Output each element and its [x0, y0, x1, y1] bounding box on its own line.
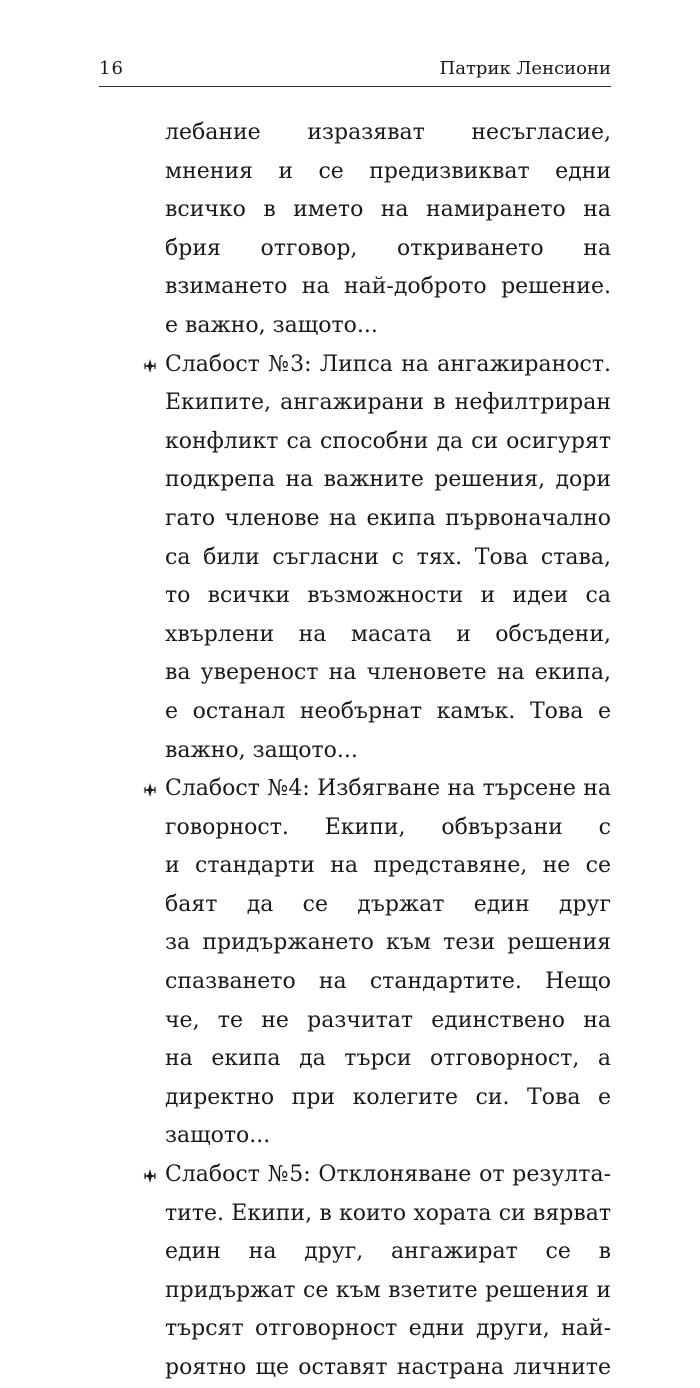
text-line: Слабост №3: Липса на ангажираност. [99, 346, 611, 385]
text-line: роятно ще оставят настрана личните [165, 1355, 611, 1380]
text-line: баят да се държат един друг [165, 891, 611, 917]
text-line: са били съгласни с тях. Това става, [165, 544, 611, 570]
text-line: конфликт са способни да си осигурят [165, 428, 611, 454]
text-line: гато членове на екипа първоначално [165, 505, 611, 531]
text-line: директно при колегите си. Това е [165, 1084, 611, 1110]
text-line: взимането на най-доброто решение. [165, 274, 611, 300]
bullet-item [99, 346, 611, 771]
text-line: Слабост №4: Избягване на търсене на [99, 770, 611, 809]
bullet-item [99, 1156, 611, 1388]
ornamental-bullet-icon [142, 1168, 158, 1184]
text-line: спазването на стандартите. Нещо [165, 969, 611, 995]
text-line: защото... [165, 1123, 271, 1149]
text-line: е останал необърнат камък. Това е [165, 698, 611, 724]
text-line: всичко в името на намирането на [165, 197, 611, 223]
ornamental-bullet-icon [142, 782, 158, 798]
text-line: че, те не разчитат единствено на [165, 1007, 611, 1033]
text-line: то всички възможности и идеи са [165, 583, 611, 609]
text-line: подкрепа на важните решения, дори [165, 467, 611, 493]
text-line: ва увереност на членовете на екипа, [165, 660, 611, 686]
text-line: важно, защото... [165, 737, 358, 763]
text-line: говорност. Екипи, обвързани с [165, 814, 611, 840]
page-number: 16 [99, 58, 124, 79]
text-line: за придържането към тези решения [165, 930, 611, 956]
paragraph [99, 114, 611, 346]
text-line: е важно, защото... [165, 312, 378, 338]
text-line: един на друг, ангажират се в [165, 1239, 611, 1265]
text-line: тите. Екипи, в които хората си вярват [165, 1200, 611, 1226]
bullet-item [99, 770, 611, 1156]
ornamental-bullet-icon [142, 358, 158, 374]
text-line: придържат се към взетите решения и [165, 1277, 611, 1303]
body-text [99, 114, 611, 1388]
text-line: лебание изразяват несъгласие, [165, 120, 611, 145]
text-line: на екипа да търси отговорност, а [165, 1046, 611, 1072]
text-line: търсят отговорност едни други, най- [165, 1316, 611, 1342]
text-line: и стандарти на представяне, не се [165, 853, 611, 879]
text-line: мнения и се предизвикват едни [165, 158, 611, 184]
text-line: брия отговор, откриването на [165, 235, 611, 261]
text-line: Слабост №5: Отклоняване от резулта- [99, 1156, 611, 1195]
running-header [99, 50, 611, 87]
text-line: хвърлени на масата и обсъдени, [165, 621, 611, 647]
text-line: Екипите, ангажирани в нефилтриран [165, 390, 611, 416]
running-title: Патрик Ленсиони [439, 58, 611, 79]
